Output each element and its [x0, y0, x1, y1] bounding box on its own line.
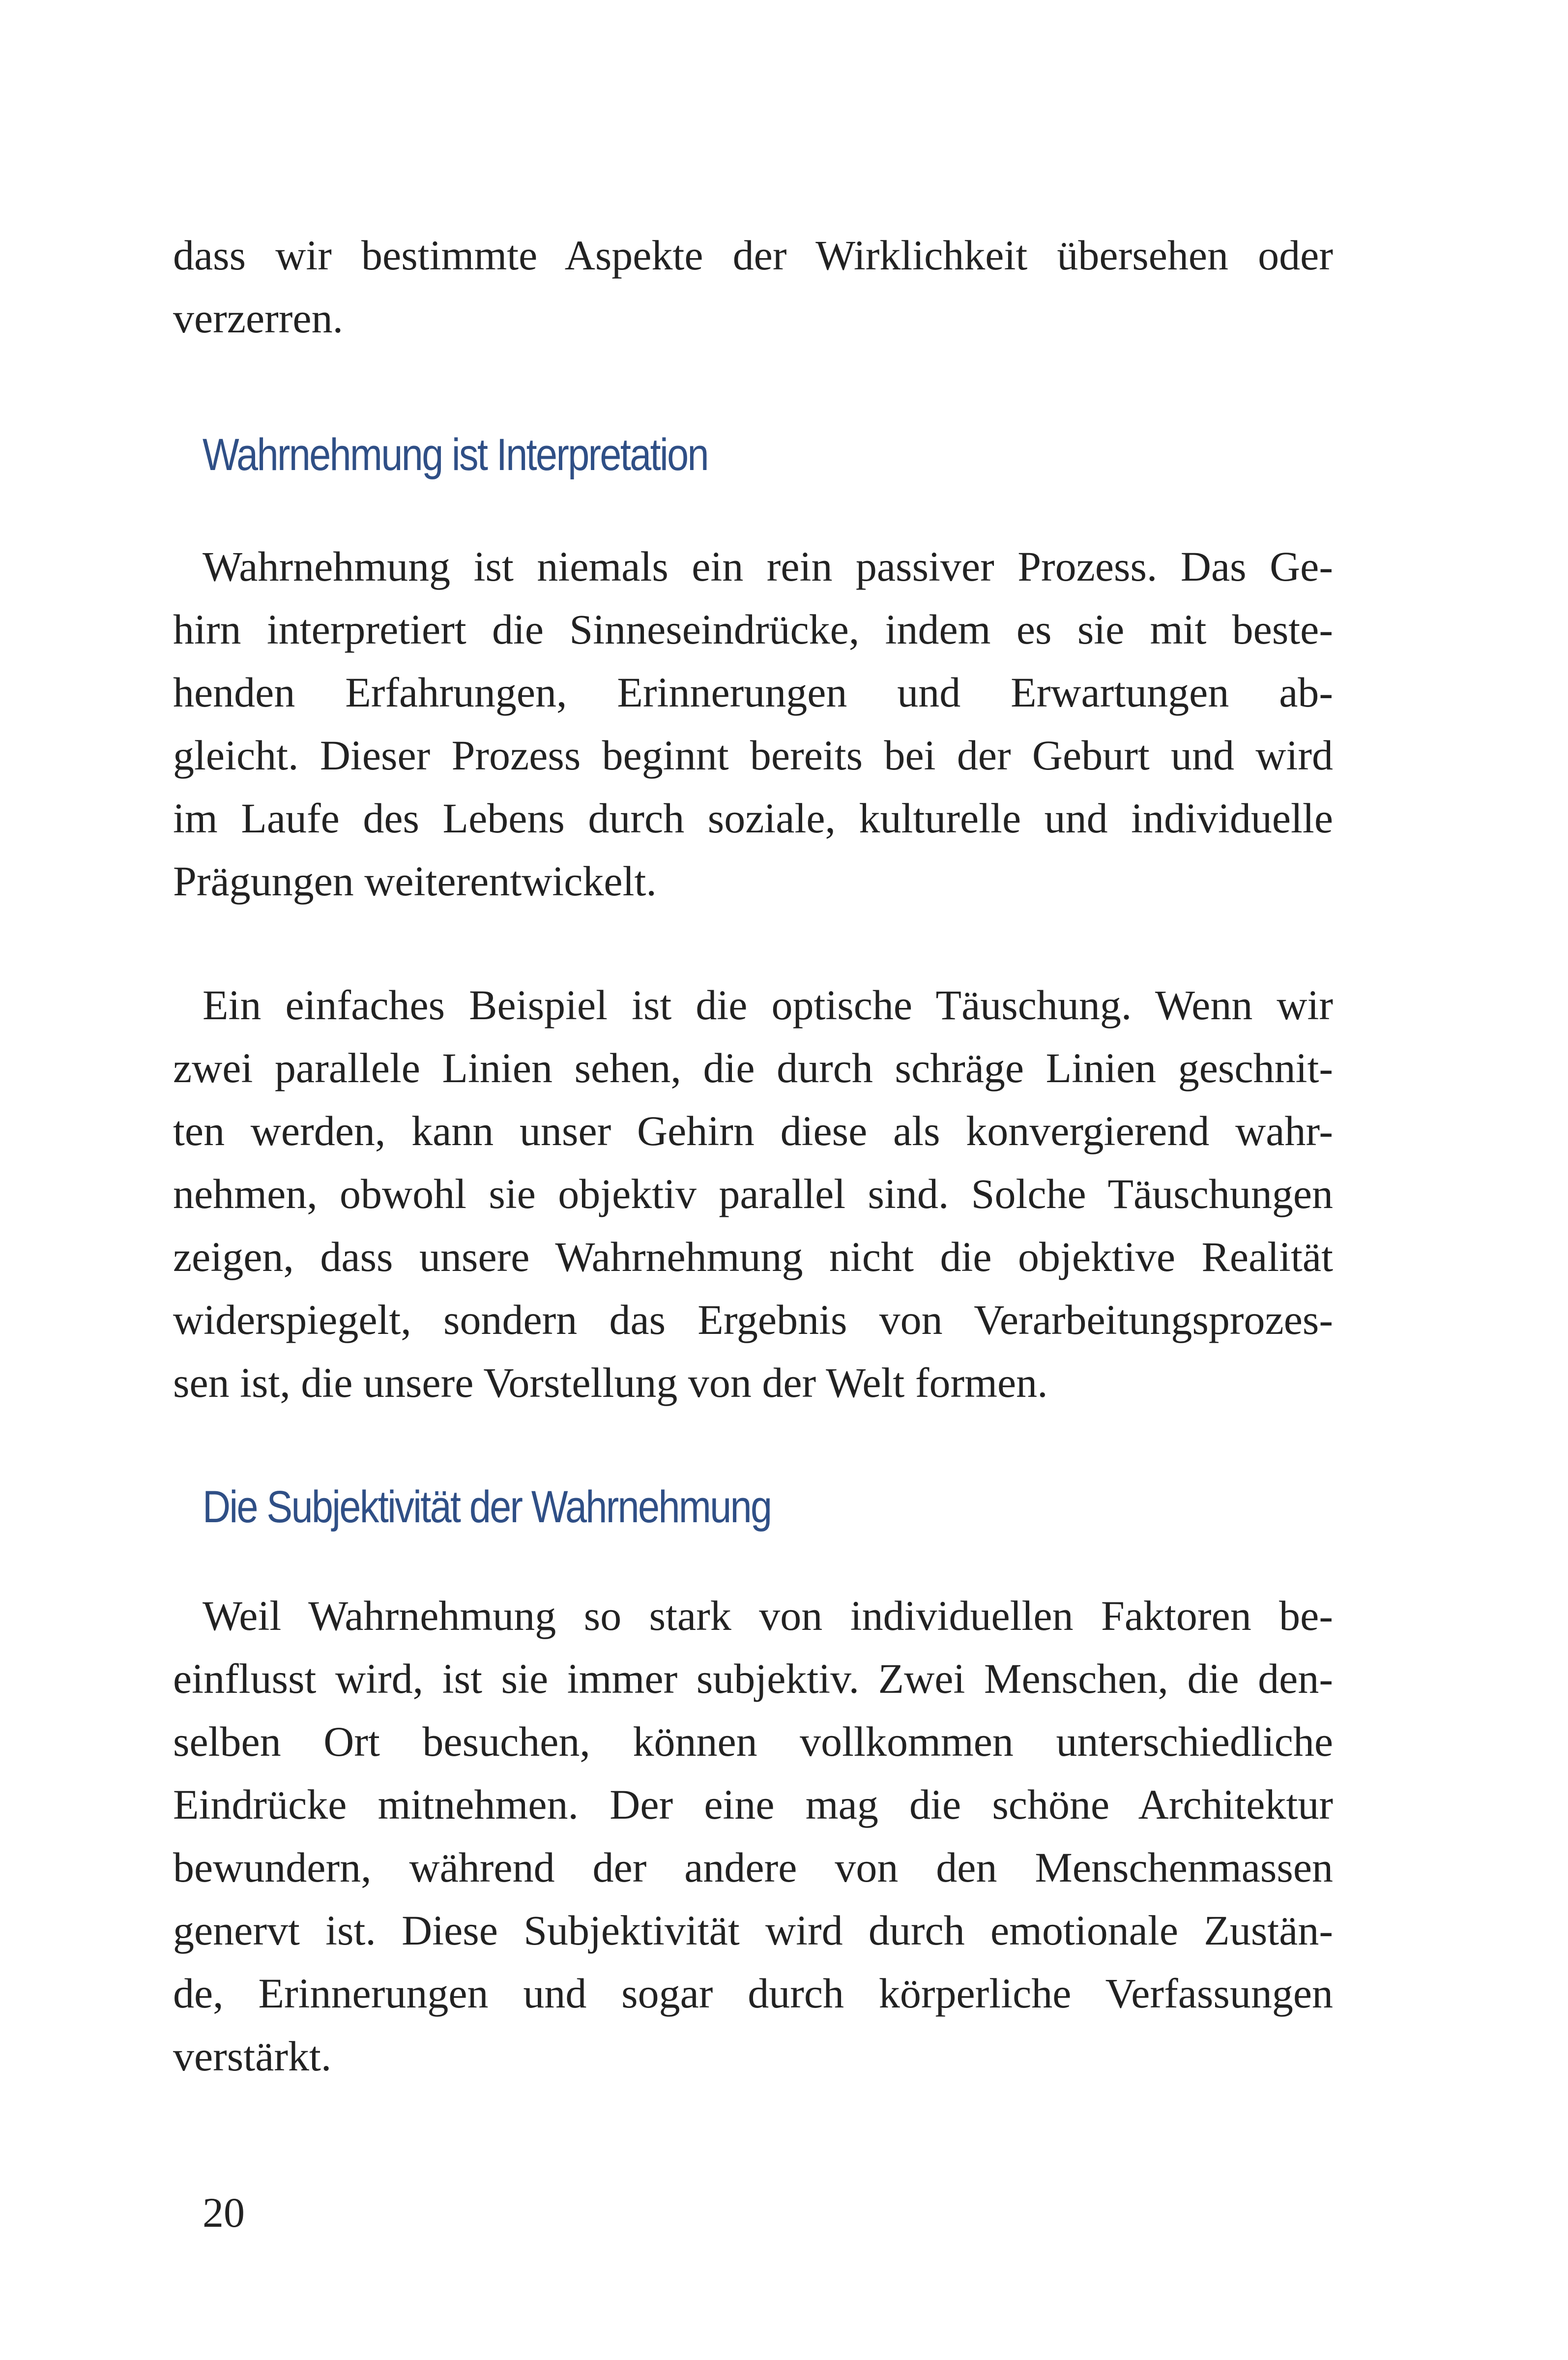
- text-line: dass wir bestimmte Aspekte der Wirklichkeit übersehen oder: [173, 232, 1333, 279]
- paragraph-interpretation-2: [173, 974, 1333, 1414]
- text-line: genervt ist. Diese Subjektivität wird durch emotionale Zustän-: [173, 1907, 1333, 1954]
- paragraph-interpretation-1: [173, 535, 1333, 913]
- text-line: sen ist, die unsere Vorstellung von der Welt formen.: [173, 1359, 1048, 1406]
- text-line: bewundern, während der andere von den Menschenmassen: [173, 1844, 1333, 1891]
- text-line: hirn interpretiert die Sinneseindrücke, indem es sie mit beste-: [173, 606, 1333, 653]
- text-line: nehmen, obwohl sie objektiv parallel sind. Solche Täuschungen: [173, 1170, 1333, 1217]
- text-line: selben Ort besuchen, können vollkommen unterschiedliche: [173, 1718, 1333, 1765]
- text-line: Weil Wahrnehmung so stark von individuellen Faktoren be-: [203, 1592, 1333, 1639]
- text-line: im Laufe des Lebens durch soziale, kulturelle und individuelle: [173, 795, 1333, 842]
- text-line: zwei parallele Linien sehen, die durch schräge Linien geschnit-: [173, 1044, 1333, 1092]
- text-line: ten werden, kann unser Gehirn diese als konvergierend wahr-: [173, 1107, 1333, 1154]
- text-line: Wahrnehmung ist niemals ein rein passiver Prozess. Das Ge-: [203, 543, 1333, 590]
- section-heading-interpretation: Wahrnehmung ist Interpretation: [203, 430, 708, 480]
- text-line: verzerren.: [173, 295, 344, 342]
- text-line: verstärkt.: [173, 2033, 332, 2080]
- page-number: 20: [203, 2189, 245, 2236]
- text-line: einflusst wird, ist sie immer subjektiv. Zwei Menschen, die den-: [173, 1655, 1333, 1702]
- section-heading-subjectivity: Die Subjektivität der Wahrnehmung: [203, 1482, 771, 1532]
- text-line: Eindrücke mitnehmen. Der eine mag die schöne Architektur: [173, 1781, 1333, 1828]
- text-line: Ein einfaches Beispiel ist die optische Täuschung. Wenn wir: [203, 981, 1333, 1029]
- paragraph-subjectivity-1: [173, 1584, 1333, 2088]
- text-line: zeigen, dass unsere Wahrnehmung nicht die objektive Realität: [173, 1233, 1333, 1280]
- text-line: widerspiegelt, sondern das Ergebnis von Verarbeitungsprozes-: [173, 1296, 1333, 1343]
- continuation-paragraph: [173, 224, 1333, 350]
- text-line: Prägungen weiterentwickelt.: [173, 857, 657, 905]
- text-line: gleicht. Dieser Prozess beginnt bereits bei der Geburt und wird: [173, 732, 1333, 779]
- text-line: henden Erfahrungen, Erinnerungen und Erwartungen ab-: [173, 669, 1333, 716]
- text-line: de, Erinnerungen und sogar durch körperliche Verfassungen: [173, 1970, 1333, 2017]
